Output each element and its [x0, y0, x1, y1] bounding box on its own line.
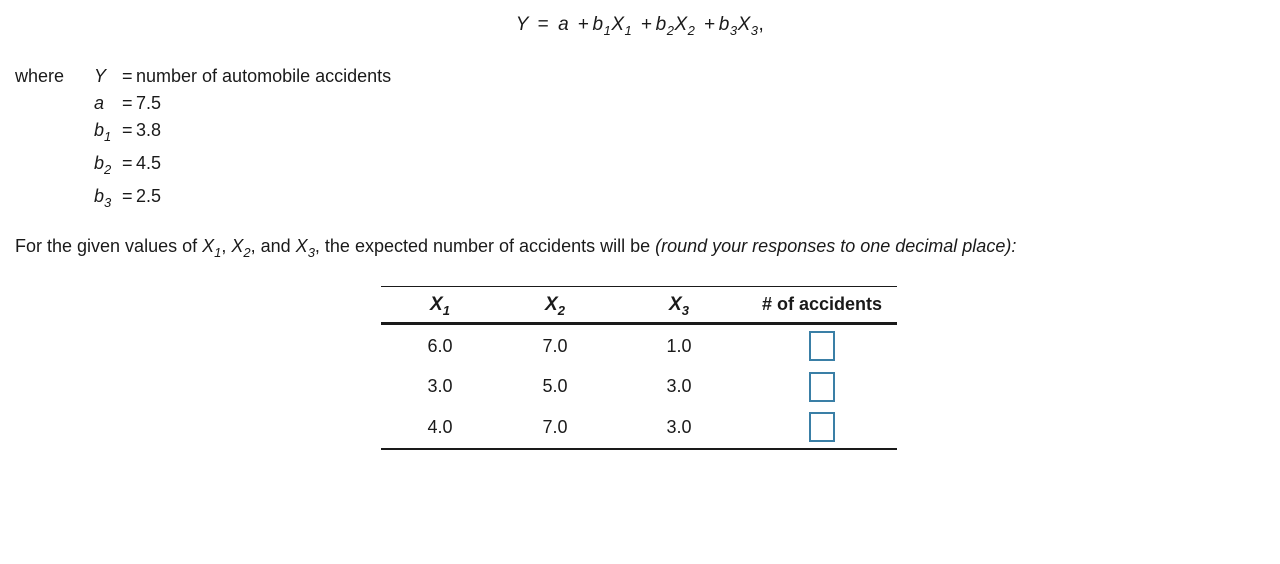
equation-b1: $b_1X_1$ [592, 14, 633, 38]
cell-x2: 5.0 [542, 376, 568, 396]
header-accidents: # of accidents [747, 287, 897, 324]
equation-b3: $b_3X_3$ [718, 14, 759, 38]
rounding-hint: (round your responses to one decimal place): [655, 236, 1017, 256]
cell-x1: 6.0 [427, 335, 453, 356]
definition-a: a = 7.5 [94, 93, 162, 113]
header-x2: $X_2$ [499, 287, 611, 324]
definition-b1: $b_1 = 3.8$ [94, 120, 162, 144]
cell-x3: 3.0 [666, 416, 692, 437]
header-x1: $X_1$ [381, 287, 499, 324]
equation-plus-3: + [704, 14, 716, 35]
header-x3: $X_3$ [611, 287, 747, 324]
equation-a: a [558, 14, 570, 35]
definition-b2: $b_2 = 4.5$ [94, 153, 162, 177]
question-text: For the given values of $X_1$, $X_2$, and $X_3$, the expected number of accidents will be (round your responses to one decimal place): [15, 236, 1017, 260]
question-x1: $X_1$ [202, 236, 222, 260]
cell-answer [747, 324, 897, 368]
equation-plus-1: + [577, 14, 590, 35]
where-label: where [15, 66, 65, 86]
table-row [381, 324, 897, 368]
definition-y: Y = number of automobile accidents [94, 66, 392, 86]
answer-input-1[interactable] [809, 331, 835, 361]
cell-x1: 3.0 [427, 376, 453, 396]
table-header-row [381, 287, 897, 324]
cell-x2: 7.0 [542, 416, 568, 437]
cell-answer [747, 367, 897, 406]
definitions-block [15, 66, 615, 216]
cell-x2: 7.0 [542, 335, 568, 356]
question-x2: $X_2$ [231, 236, 251, 260]
regression-equation [0, 14, 1280, 36]
accidents-table [381, 286, 897, 450]
equation-trailing-comma: , [758, 14, 765, 35]
answer-input-2[interactable] [809, 372, 835, 402]
table-row [381, 406, 897, 449]
equation-equals: = [537, 14, 550, 35]
equation-b2: $b_2X_2$ [655, 14, 696, 38]
equation-plus-2: + [641, 14, 653, 35]
cell-x1: 4.0 [427, 416, 453, 437]
definition-b3: $b_3 = 2.5$ [94, 186, 162, 210]
cell-x3: 1.0 [666, 335, 692, 356]
table-row [381, 367, 897, 406]
cell-answer [747, 406, 897, 449]
answer-input-3[interactable] [809, 412, 835, 442]
cell-x3: 3.0 [666, 376, 692, 396]
equation-y: Y [515, 14, 529, 35]
question-x3: $X_3$ [295, 236, 315, 260]
